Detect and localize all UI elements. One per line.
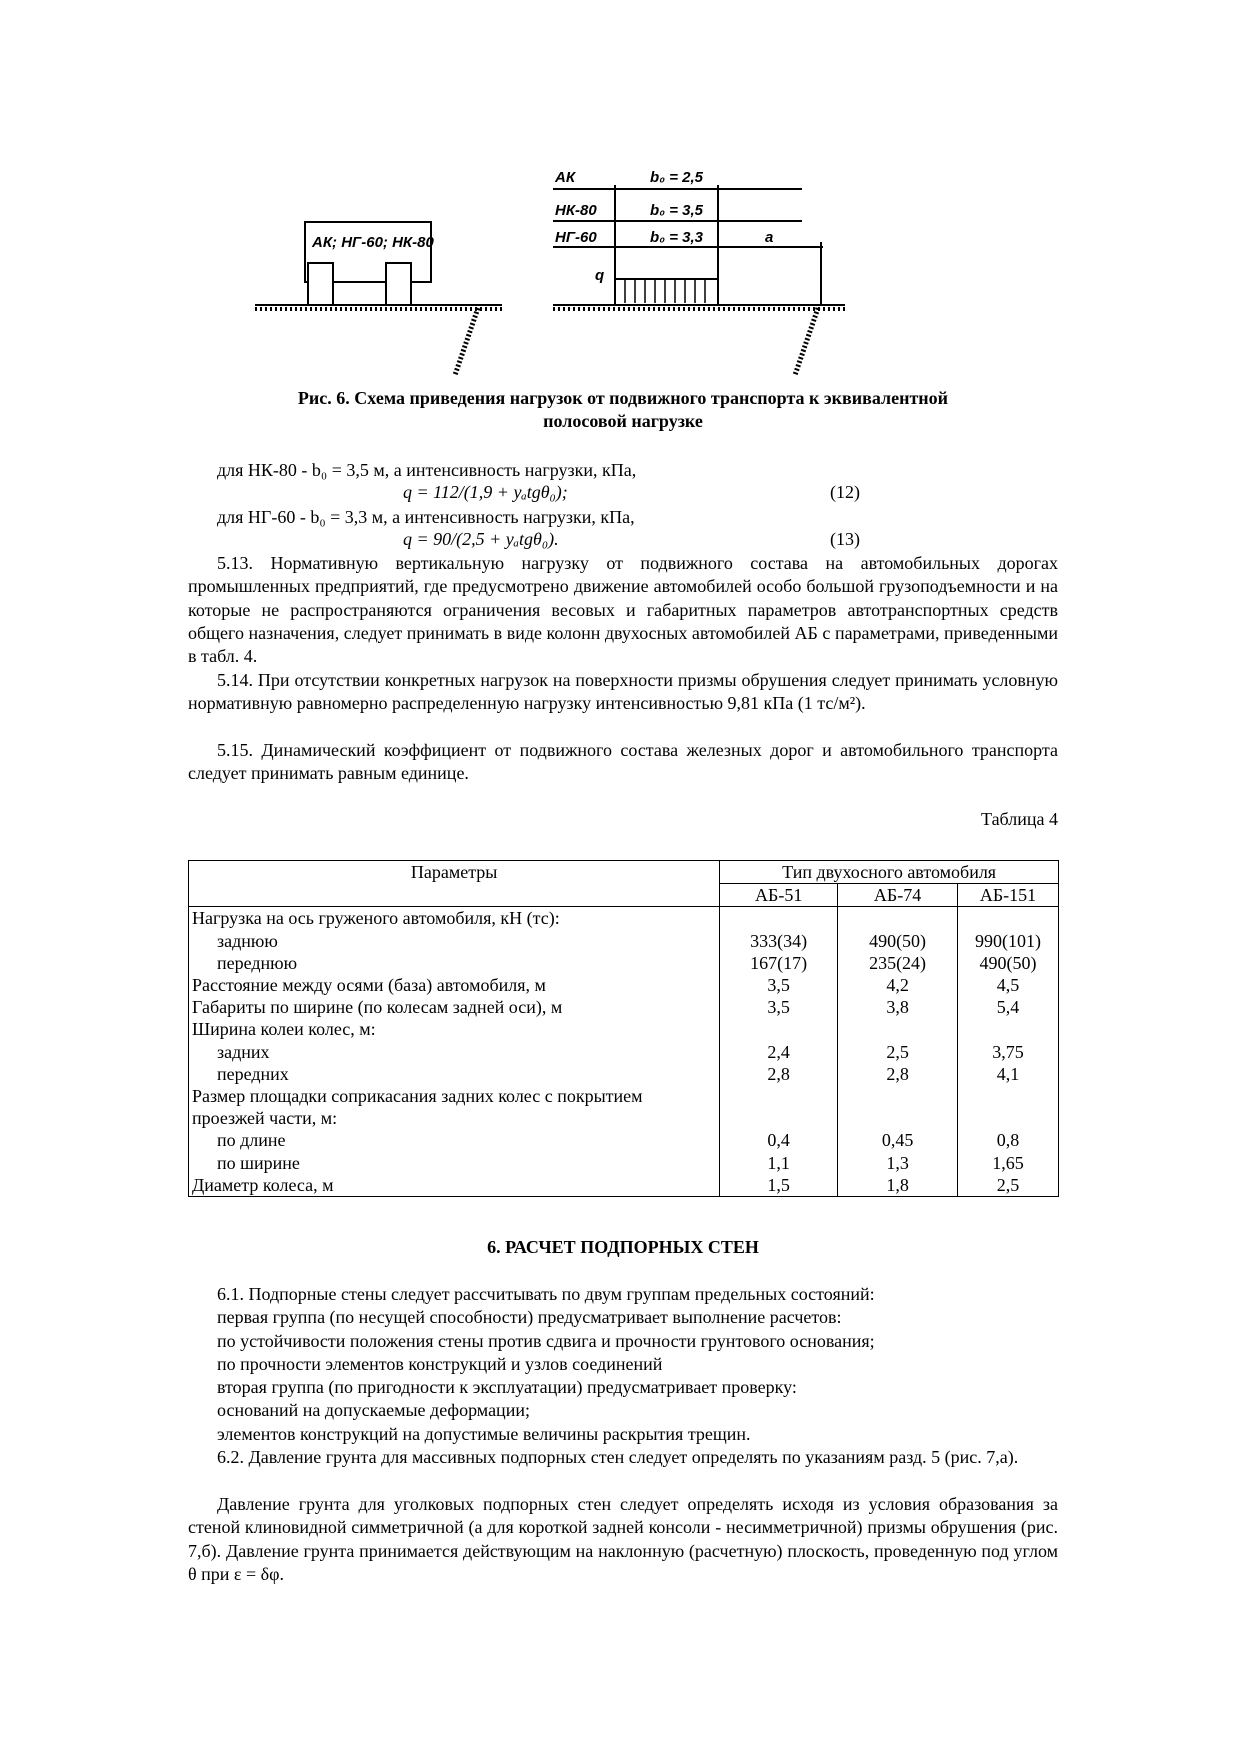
value-cell: 2,8	[838, 1063, 958, 1085]
figure-6-diagram	[240, 160, 960, 380]
left-label: АК; НГ-60; НК-80	[312, 234, 434, 251]
header-model: АБ-74	[838, 884, 958, 907]
value-cell: 4,1	[958, 1063, 1059, 1085]
header-params: Параметры	[189, 861, 720, 907]
param-cell: по длине	[189, 1129, 720, 1151]
formula-13-number: (13)	[830, 529, 860, 549]
header-type: Тип двухосного автомобиля	[720, 861, 1059, 884]
value-cell: 3,5	[720, 974, 838, 996]
label-nk80: НК-80	[555, 202, 597, 219]
table-row	[189, 974, 1059, 996]
value-cell: 0,4	[720, 1129, 838, 1151]
label-q: q	[595, 267, 605, 284]
value-cell: 2,5	[958, 1174, 1059, 1197]
section-6-1-list	[217, 1283, 1058, 1446]
table-label: Таблица 4	[981, 809, 1058, 829]
formula-13-expr: q = 90/(2,5 + yₐtgθ₀).	[403, 529, 559, 549]
param-cell: проезжей части, м:	[189, 1107, 720, 1129]
table-row	[189, 996, 1059, 1018]
param-cell: задних	[189, 1041, 720, 1063]
list-line: 6.1. Подпорные стены следует рассчитывать по двум группам предельных состояний:	[217, 1284, 875, 1304]
param-cell: Нагрузка на ось груженого автомобиля, кН (тс):	[189, 907, 720, 930]
value-cell	[958, 1107, 1059, 1129]
value-cell: 3,8	[838, 996, 958, 1018]
value-cell: 1,1	[720, 1152, 838, 1174]
paragraph-5-15: 5.15. Динамический коэффициент от подвижного состава железных дорог и автомобильного транспорта следует принимать равным единице.	[188, 740, 1058, 784]
value-cell	[720, 907, 838, 930]
list-line: элементов конструкций на допустимые величины раскрытия трещин.	[217, 1423, 751, 1444]
param-cell: переднюю	[189, 952, 720, 974]
caption-line: Рис. 6. Схема приведения нагрузок от подвижного транспорта к эквивалентной	[297, 388, 949, 408]
paragraph-5-13: 5.13. Нормативную вертикальную нагрузку от подвижного состава на автомобильных дорогах промышленных предприятий, где предусмотрено движение автомобилей особо большой грузоподъемности и на которые не распространяются ограничения весовых и габаритных параметров автотранспортных средств общего назначения, следует принимать в виде колонн двухосных автомобилей АБ с параметрами, приведенными в табл. 4.	[188, 553, 1058, 667]
section-heading: 6. РАСЧЕТ ПОДПОРНЫХ СТЕН	[487, 1237, 759, 1257]
value-cell	[720, 1018, 838, 1040]
wheel	[308, 263, 333, 305]
list-line: вторая группа (по пригодности к эксплуатации) предусматривает проверку:	[217, 1377, 797, 1398]
value-cell: 333(34)	[720, 930, 838, 952]
value-cell	[838, 1018, 958, 1040]
table-row	[189, 1018, 1059, 1040]
table-row	[189, 1085, 1059, 1107]
value-cell: 1,65	[958, 1152, 1059, 1174]
list-line: по прочности элементов конструкций и узлов соединений	[217, 1353, 663, 1374]
table-row	[189, 1107, 1059, 1129]
ng60-text: для НГ-60 - b₀ = 3,3 м, а интенсивность нагрузки, кПа,	[217, 507, 635, 527]
table-row	[189, 1129, 1059, 1151]
dim-nk80: b₀ = 3,5	[650, 202, 704, 219]
table-row	[189, 952, 1059, 974]
value-cell: 2,8	[720, 1063, 838, 1085]
dim-ng60: b₀ = 3,3	[650, 229, 704, 246]
value-cell: 990(101)	[958, 930, 1059, 952]
value-cell: 4,5	[958, 974, 1059, 996]
value-cell	[958, 1018, 1059, 1040]
nk80-text: для НК-80 - b₀ = 3,5 м, а интенсивность нагрузки, кПа,	[217, 460, 637, 480]
label-ak: АК	[555, 169, 576, 186]
value-cell: 5,4	[958, 996, 1059, 1018]
formula-12-number: (12)	[830, 482, 860, 502]
value-cell	[958, 907, 1059, 930]
param-cell: по ширине	[189, 1152, 720, 1174]
formula-12-expr: q = 112/(1,9 + yₐtgθ₀);	[403, 482, 568, 502]
wheel	[386, 263, 411, 305]
value-cell: 4,2	[838, 974, 958, 996]
table-row	[189, 1063, 1059, 1085]
param-cell: Расстояние между осями (база) автомобиля, м	[189, 974, 720, 996]
value-cell	[720, 1085, 838, 1107]
paragraph-6-2: 6.2. Давление грунта для массивных подпорных стен следует определять по указаниям разд. 5 (рис. 7,а).	[217, 1447, 1019, 1467]
value-cell: 1,8	[838, 1174, 958, 1197]
formula-12	[188, 482, 860, 505]
value-cell	[958, 1085, 1059, 1107]
table-row	[189, 930, 1059, 952]
list-line: первая группа (по несущей способности) предусматривает выполнение расчетов:	[217, 1307, 842, 1328]
table-row	[189, 907, 1059, 930]
table-4	[188, 860, 1059, 1197]
param-cell: Диаметр колеса, м	[189, 1174, 720, 1197]
caption-line: полосовой нагрузке	[543, 411, 703, 431]
value-cell: 0,8	[958, 1129, 1059, 1151]
table-row	[189, 1174, 1059, 1197]
formula-13	[188, 529, 860, 552]
value-cell: 1,5	[720, 1174, 838, 1197]
table-row	[189, 1041, 1059, 1063]
value-cell	[838, 1107, 958, 1129]
dim-ak: b₀ = 2,5	[650, 169, 704, 186]
paragraph-6-2-angular: Давление грунта для уголковых подпорных стен следует определять исходя из условия образования за стеной клиновидной симметричной (а для короткой задней консоли - несимметричной) призмы обрушения (рис. 7,б). Давление грунта принимается действующим на наклонную (расчетную) плоскость, проведенную под углом θ при ε = δφ.	[188, 1494, 1058, 1584]
header-model: АБ-51	[720, 884, 838, 907]
label-ng60: НГ-60	[555, 229, 597, 246]
value-cell	[838, 907, 958, 930]
param-cell: передних	[189, 1063, 720, 1085]
value-cell: 2,5	[838, 1041, 958, 1063]
value-cell: 1,3	[838, 1152, 958, 1174]
list-line: по устойчивости положения стены против сдвига и прочности грунтового основания;	[217, 1330, 875, 1351]
header-model: АБ-151	[958, 884, 1059, 907]
label-a: a	[765, 229, 774, 246]
value-cell: 3,75	[958, 1041, 1059, 1063]
value-cell: 0,45	[838, 1129, 958, 1151]
value-cell	[720, 1107, 838, 1129]
value-cell: 3,5	[720, 996, 838, 1018]
value-cell: 490(50)	[958, 952, 1059, 974]
value-cell: 490(50)	[838, 930, 958, 952]
value-cell: 2,4	[720, 1041, 838, 1063]
param-cell: Ширина колеи колес, м:	[189, 1018, 720, 1040]
paragraph-5-14: 5.14. При отсутствии конкретных нагрузок на поверхности призмы обрушения следует принимать условную нормативную равномерно распределенную нагрузку интенсивностью 9,81 кПа (1 тс/м²).	[188, 670, 1058, 714]
value-cell	[838, 1085, 958, 1107]
figure-caption	[188, 387, 1058, 433]
param-cell: заднюю	[189, 930, 720, 952]
value-cell: 167(17)	[720, 952, 838, 974]
param-cell: Габариты по ширине (по колесам задней оси), м	[189, 996, 720, 1018]
list-line: оснований на допускаемые деформации;	[217, 1400, 530, 1421]
value-cell: 235(24)	[838, 952, 958, 974]
param-cell: Размер площадки соприкасания задних колес с покрытием	[189, 1085, 720, 1107]
table-row	[189, 1152, 1059, 1174]
